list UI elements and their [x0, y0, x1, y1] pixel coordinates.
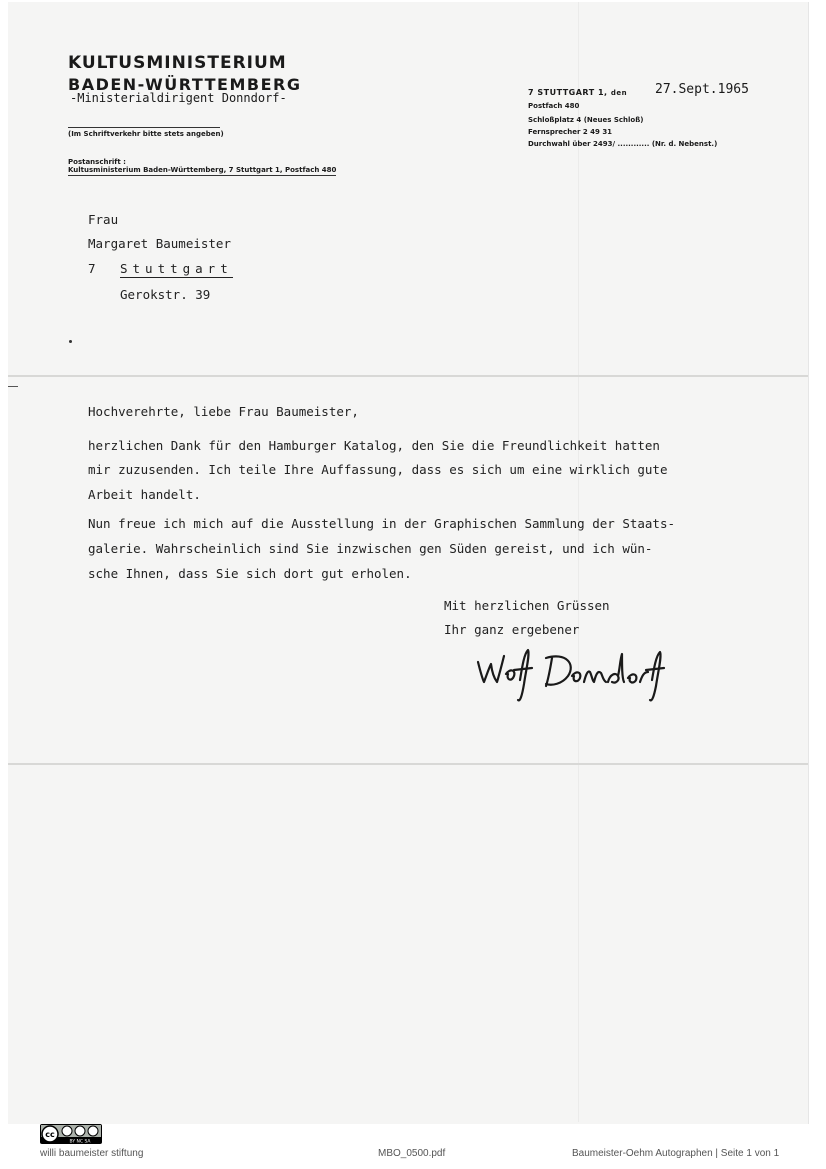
sender-extension: Durchwahl über 2493/ ............ (Nr. d. Nebenst.)	[528, 140, 718, 148]
sender-location: Schloßplatz 4 (Neues Schloß)	[528, 116, 644, 124]
den-label: den	[610, 89, 628, 97]
sender-city	[528, 88, 627, 97]
body-line: Nun freue ich mich auf die Ausstellung in der Graphischen Sammlung der Staats-	[88, 516, 675, 531]
postal-label: Postanschrift :	[68, 158, 126, 166]
closing-line: Ihr ganz ergebener	[444, 622, 580, 637]
body-line: herzlichen Dank für den Hamburger Katalog, den Sie die Freundlichkeit hatten	[88, 438, 660, 453]
recipient-city: Stuttgart	[120, 261, 233, 276]
cc-license-badge	[40, 1124, 102, 1144]
reference-rule	[68, 127, 220, 128]
letterhead-director: -Ministerialdirigent Donndorf-	[70, 91, 287, 105]
handwritten-signature	[470, 640, 670, 710]
footer-collection: Baumeister-Oehm Autographen | Seite 1 von 1	[572, 1148, 780, 1159]
sender-phone: Fernsprecher 2 49 31	[528, 128, 613, 136]
recipient-name: Margaret Baumeister	[88, 236, 231, 251]
sender-city-text: 7 STUTTGART 1,	[528, 88, 608, 97]
paper-crease	[578, 2, 579, 1122]
letterhead-subtitle: BADEN-WÜRTTEMBERG	[68, 75, 302, 94]
cc-badge-text: BY NC SA	[69, 1139, 91, 1144]
letterhead-title: KULTUSMINISTERIUM	[68, 53, 287, 73]
reference-note: (Im Schriftverkehr bitte stets angeben)	[68, 130, 224, 138]
closing-line: Mit herzlichen Grüssen	[444, 598, 610, 613]
recipient-salutation: Frau	[88, 212, 119, 227]
body-line: galerie. Wahrscheinlich sind Sie inzwischen gen Süden gereist, und ich wün-	[88, 541, 653, 556]
recipient-postcode: 7	[88, 261, 96, 276]
sender-postfach: Postfach 480	[528, 102, 580, 110]
body-line: sche Ihnen, dass Sie sich dort gut erholen.	[88, 566, 412, 581]
fold-mark	[8, 386, 18, 387]
fold-line	[8, 375, 808, 377]
greeting: Hochverehrte, liebe Frau Baumeister,	[88, 404, 359, 419]
recipient-street: Gerokstr. 39	[120, 287, 211, 302]
footer-publisher: willi baumeister stiftung	[40, 1148, 144, 1159]
letter-date: 27.Sept.1965	[655, 82, 749, 97]
body-line: Arbeit handelt.	[88, 487, 201, 502]
svg-text:cc: cc	[45, 1130, 55, 1139]
footer-filename: MBO_0500.pdf	[378, 1148, 446, 1159]
stray-mark	[69, 340, 72, 343]
body-line: mir zuzusenden. Ich teile Ihre Auffassung, dass es sich um eine wirklich gute	[88, 462, 668, 477]
postal-address: Kultusministerium Baden-Württemberg, 7 Stuttgart 1, Postfach 480	[68, 166, 337, 174]
fold-line	[8, 763, 808, 765]
